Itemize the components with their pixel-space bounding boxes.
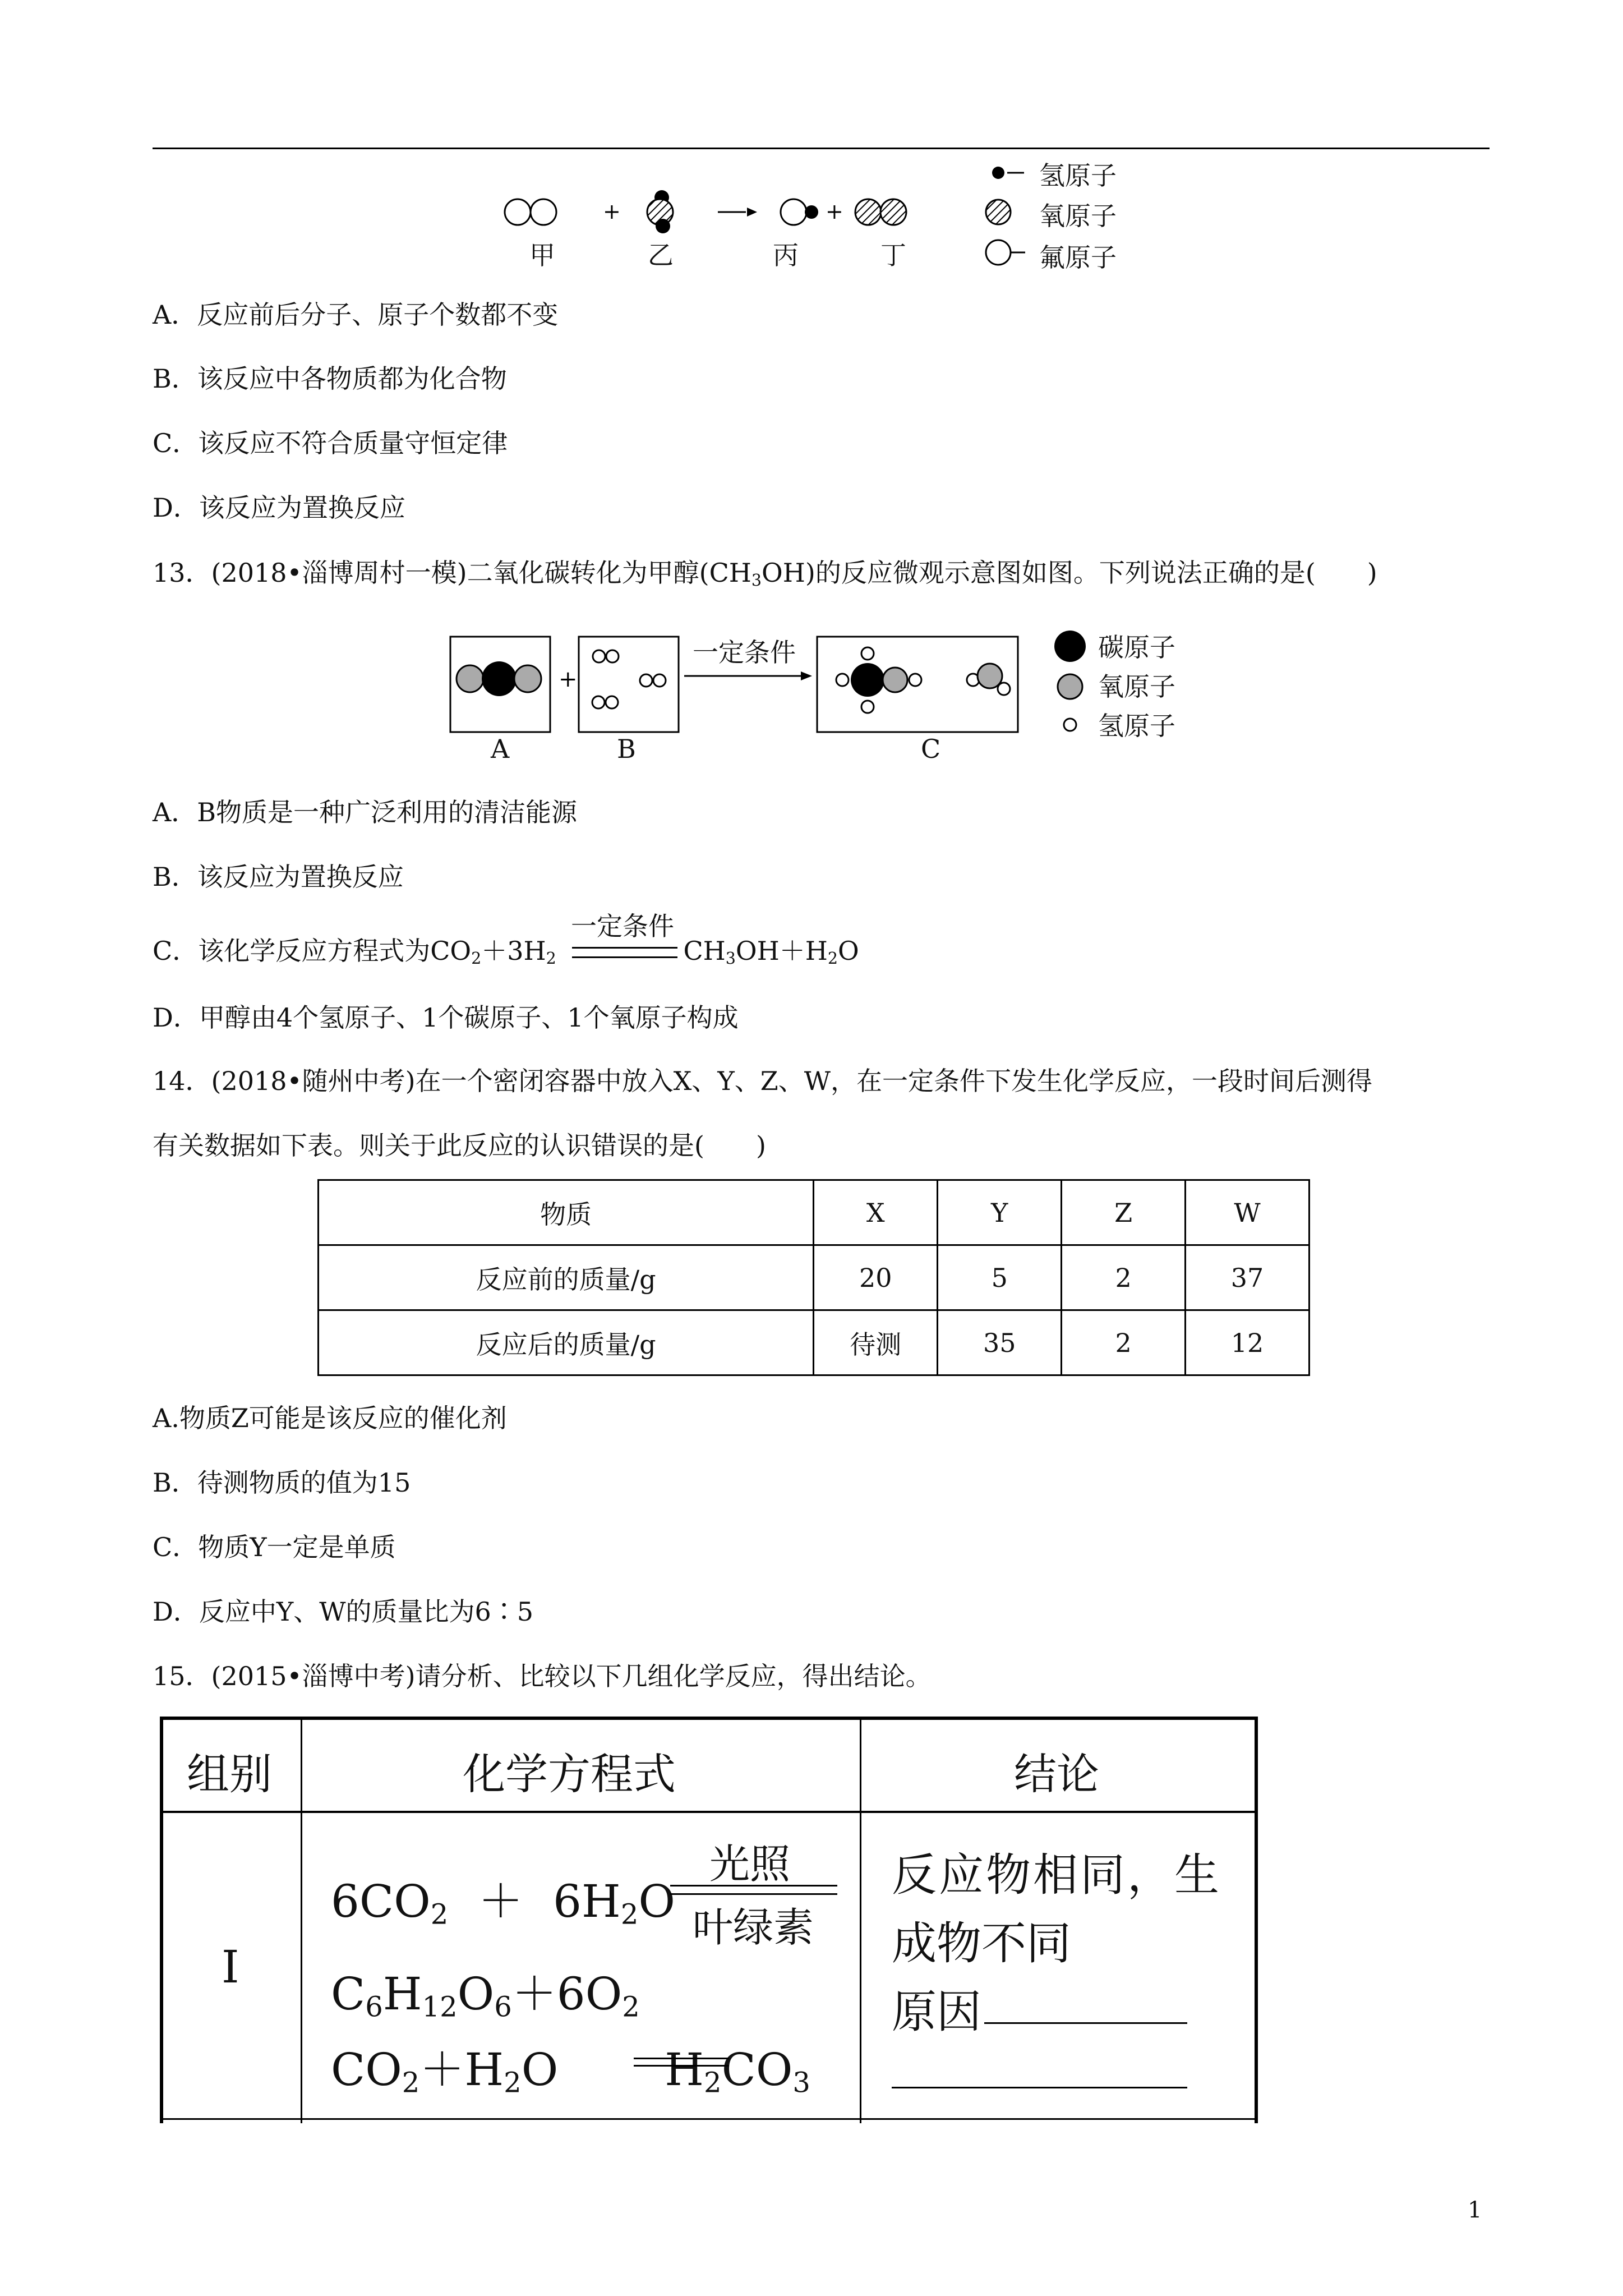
q13-condition-label: 一定条件 bbox=[693, 637, 796, 668]
q14-data-table bbox=[317, 1179, 1310, 1376]
q12-legend-fluorine: 氟原子 bbox=[1039, 242, 1117, 273]
q13-legend-hydrogen: 氢原子 bbox=[1098, 711, 1175, 741]
q14-option-b: B．待测物质的值为15 bbox=[153, 1467, 411, 1498]
svg-text:+: + bbox=[559, 666, 578, 692]
oxygen-atom bbox=[880, 199, 906, 225]
table-cell: 20 bbox=[814, 1245, 938, 1310]
q13-legend-oxygen: 氧原子 bbox=[1098, 671, 1175, 702]
table-cell: 12 bbox=[1185, 1310, 1309, 1375]
q13-legend-carbon: 碳原子 bbox=[1098, 632, 1175, 662]
q15-answer-blank-2[interactable] bbox=[892, 2087, 1187, 2088]
carbon-atom bbox=[482, 661, 517, 696]
q14-stem-line1: 14．(2018•随州中考)在一个密闭容器中放入X、Y、Z、W，在一定条件下发生化学反应，一段时间后测得 bbox=[153, 1066, 1372, 1096]
q14-option-c: C．物质Y一定是单质 bbox=[153, 1532, 396, 1562]
q13-option-b: B．该反应为置换反应 bbox=[153, 862, 404, 892]
table-cell: 待测 bbox=[814, 1310, 938, 1375]
q13-box-label-b: B bbox=[617, 734, 636, 764]
table-row bbox=[319, 1310, 1310, 1375]
q15-eq2-equals bbox=[634, 2058, 729, 2067]
q13-option-a: A．B物质是一种广泛利用的清洁能源 bbox=[153, 797, 578, 827]
svg-text:+: + bbox=[826, 199, 843, 224]
table-cell: 37 bbox=[1185, 1245, 1309, 1310]
q15-header-conclusion: 结论 bbox=[1014, 1749, 1099, 1799]
table-header-cell: Z bbox=[1062, 1180, 1186, 1245]
table-header-cell: Y bbox=[938, 1180, 1062, 1245]
q15-table bbox=[160, 1717, 1258, 2123]
q15-equation1: $6CO_2 + 6H_2O$ bbox=[331, 1875, 675, 1931]
q12-option-d: D．该反应为置换反应 bbox=[153, 493, 405, 523]
svg-text:+: + bbox=[603, 199, 621, 224]
oxygen-atom bbox=[514, 665, 541, 692]
q15-group-number: Ⅰ bbox=[222, 1941, 239, 1993]
q15-eq1-condition-bottom: 叶绿素 bbox=[693, 1904, 814, 1951]
q12-label-jia: 甲 bbox=[529, 240, 555, 270]
q13-box-label-c: C bbox=[921, 734, 941, 764]
q15-conclusion-line2: 成物不同 bbox=[892, 1917, 1071, 1970]
q12-legend-oxygen: 氧原子 bbox=[1039, 201, 1117, 231]
q13-stem: 13．(2018•淄博周村一模)二氧化碳转化为甲醇$(CH_3OH)$的反应微观示意图如图。下列说法正确的是( ) bbox=[153, 558, 1377, 590]
q13-option-c: C．该化学反应方程式为$CO_2+3H_2$ $CH_3OH+H_2O$ bbox=[153, 936, 859, 968]
q13-equals-sign bbox=[572, 947, 677, 958]
oxygen-atom bbox=[855, 199, 881, 225]
q14-option-a: A.物质Z可能是该反应的催化剂 bbox=[153, 1403, 507, 1433]
legend-hydrogen-symbol bbox=[992, 167, 1004, 179]
q12-label-ding: 丁 bbox=[880, 240, 906, 270]
legend-hydrogen-symbol bbox=[1064, 719, 1076, 731]
q15-equation1-products: $C_6H_{12}O_6+6O_2$ bbox=[331, 1968, 640, 2023]
table-cell: 反应前的质量/g bbox=[319, 1245, 814, 1310]
q12-option-b: B．该反应中各物质都为化合物 bbox=[153, 364, 507, 394]
q15-answer-blank-1[interactable] bbox=[984, 2022, 1187, 2024]
q12-label-bing: 丙 bbox=[773, 240, 799, 270]
table-cell: 2 bbox=[1062, 1245, 1186, 1310]
table-header-cell: 物质 bbox=[319, 1180, 814, 1245]
table-header-cell: W bbox=[1185, 1180, 1309, 1245]
legend-carbon-symbol bbox=[1054, 631, 1086, 662]
table-header-row bbox=[319, 1180, 1310, 1245]
table-cell: 35 bbox=[938, 1310, 1062, 1375]
top-rule bbox=[153, 148, 1490, 149]
page-number: 1 bbox=[1468, 2197, 1482, 2223]
q15-stem: 15．(2015•淄博中考)请分析、比较以下几组化学反应，得出结论。 bbox=[153, 1661, 932, 1691]
table-cell: 2 bbox=[1062, 1310, 1186, 1375]
q13-option-d: D．甲醇由4个氢原子、1个碳原子、1个氧原子构成 bbox=[153, 1002, 739, 1033]
q15-equation2: $CO_2+H_2O$ $H_2CO_3$ bbox=[331, 2044, 810, 2099]
legend-oxygen-symbol bbox=[986, 200, 1011, 224]
q12-legend-hydrogen: 氢原子 bbox=[1039, 160, 1117, 191]
q14-stem-line2: 有关数据如下表。则关于此反应的认识错误的是( ) bbox=[153, 1130, 766, 1161]
q12-option-c: C．该反应不符合质量守恒定律 bbox=[153, 428, 508, 458]
q15-eq1-condition-top: 光照 bbox=[709, 1841, 791, 1888]
legend-fluorine-symbol bbox=[986, 240, 1011, 265]
oxygen-atom bbox=[457, 665, 483, 692]
table-cell: 反应后的质量/g bbox=[319, 1310, 814, 1375]
hydrogen-atom bbox=[656, 219, 670, 233]
q15-eq1-equals bbox=[670, 1885, 837, 1895]
legend-oxygen-symbol bbox=[1058, 674, 1082, 699]
hydrogen-atom bbox=[805, 205, 818, 219]
q13-equation-condition: 一定条件 bbox=[571, 911, 674, 941]
fluorine-atom bbox=[781, 199, 806, 225]
q15-conclusion-line3: 原因 bbox=[892, 1986, 981, 2038]
q12-label-yi: 乙 bbox=[648, 240, 674, 270]
table-row bbox=[319, 1245, 1310, 1310]
q13-box-label-a: A bbox=[491, 734, 510, 764]
q15-header-group: 组别 bbox=[187, 1749, 272, 1799]
fluorine-atom bbox=[531, 199, 556, 225]
fluorine-atom bbox=[505, 199, 531, 225]
table-header-cell: X bbox=[814, 1180, 938, 1245]
q15-conclusion-line1: 反应物相同，生 bbox=[892, 1849, 1221, 1901]
q15-header-equation: 化学方程式 bbox=[463, 1749, 676, 1799]
q12-option-a: A．反应前后分子、原子个数都不变 bbox=[153, 300, 559, 330]
q14-option-d: D．反应中Y、W的质量比为6∶5 bbox=[153, 1596, 534, 1627]
table-cell: 5 bbox=[938, 1245, 1062, 1310]
